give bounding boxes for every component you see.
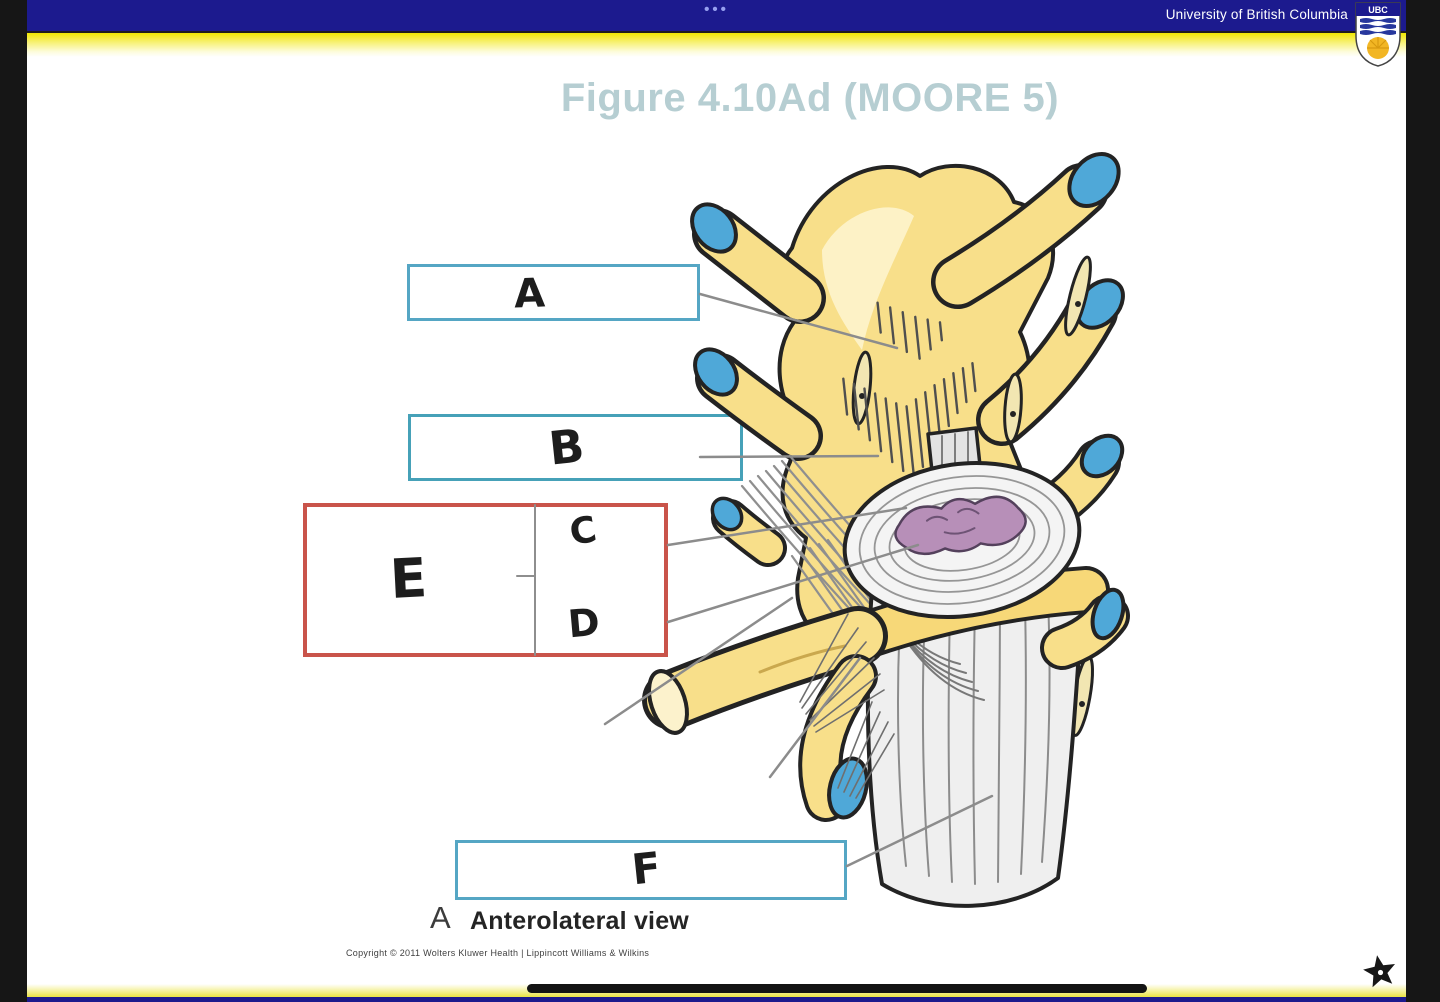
letterbox-right xyxy=(1406,0,1440,1002)
top-bar xyxy=(27,0,1406,31)
university-name: University of British Columbia xyxy=(1165,7,1348,22)
caption-text: Anterolateral view xyxy=(470,907,689,935)
copyright-line: Copyright © 2011 Wolters Kluwer Health | Lippincott Williams & Wilkins xyxy=(346,948,650,958)
letterbox-left xyxy=(0,0,27,1002)
label-a: A xyxy=(513,270,546,318)
label-b: B xyxy=(546,418,587,476)
label-e: E xyxy=(388,546,429,611)
page-title: Figure 4.10Ad (MOORE 5) xyxy=(560,76,1060,120)
label-c: C xyxy=(566,509,600,554)
label-d: D xyxy=(566,599,602,647)
scrubber-bar[interactable] xyxy=(527,984,1147,993)
more-menu-dots-icon[interactable]: ••• xyxy=(704,1,729,18)
caption-index-letter: A xyxy=(430,900,451,935)
answer-box-cde xyxy=(303,503,668,657)
label-f: F xyxy=(629,842,664,895)
yellow-accent-stripe-top xyxy=(27,31,1406,57)
navy-bottom-edge xyxy=(27,997,1406,1002)
answer-box-a xyxy=(407,264,700,321)
star-icon[interactable] xyxy=(1360,952,1400,992)
ubc-crest-logo xyxy=(1353,2,1403,68)
logo-abbr: UBC xyxy=(1368,5,1388,15)
